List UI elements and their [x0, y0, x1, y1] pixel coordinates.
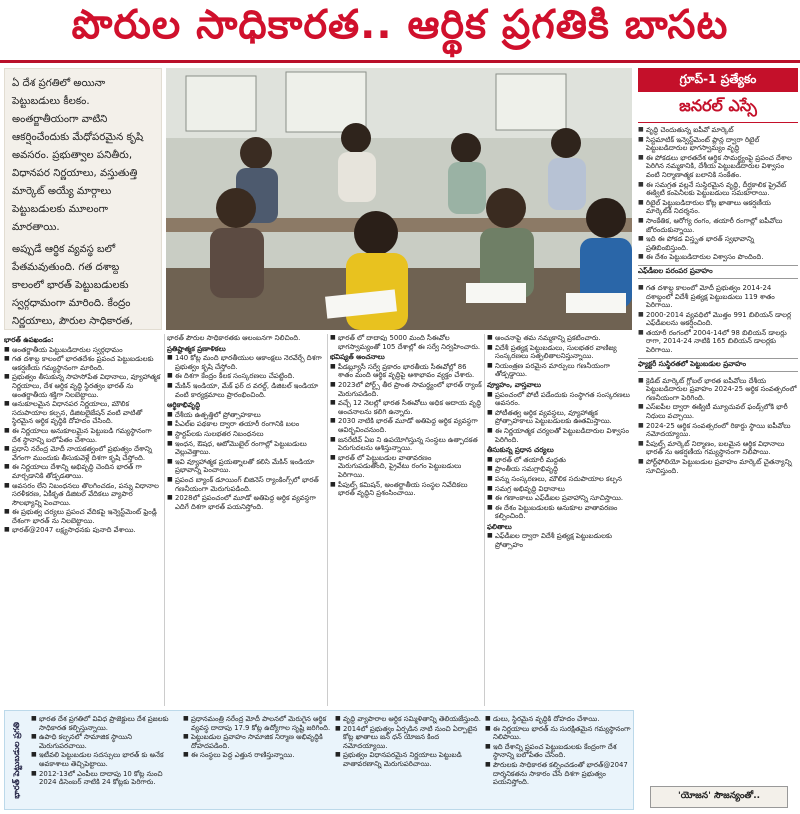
sidebar-section-heading: ఫ్యాక్టరీ సుస్థిరతలో పెట్టుబడుల ప్రవాహం: [638, 358, 798, 372]
list-item: ■ స్టార్టప్‌లకు సులభతర నిబంధనలు: [167, 430, 325, 439]
list-item: ■ 2024-25 ఆర్థిక సంవత్సరంలో రికార్డు స్థాయి ఐపీవోలు నమోదయ్యాయి.: [638, 422, 798, 439]
highlight-column-2: [183, 715, 331, 761]
column-heading: తీసుకున్న ప్రధాన చర్యలు: [487, 446, 554, 455]
list-item: ■ సాంకేతిక, ఆరోగ్య రంగం, తయారీ రంగాల్లో ఐపీవోలు జోరందుకున్నాయి.: [638, 217, 798, 234]
list-item: ■ ప్రభుత్వం తీసుకున్న సాహసోపేత విధానాలు, వ్యూహాత్మక నిర్ణయాలు, దేశ ఆర్థిక వృద్ధి స్థిరత్వం భారత్ ను అంతర్జాతీయ శక్తిగా నిలబెట్టాయి.: [4, 373, 162, 399]
highlight-side-label: [5, 711, 27, 809]
list-item: ■ సిస్టమాటిక్ ఇన్వెస్ట్‌మెంట్ ప్లాన్ల ద్వారా రిటైల్ పెట్టుబడిదారుల భాగస్వామ్యం వృద్ధి: [638, 136, 798, 153]
list-item: ■ గత దశాబ్ద కాలంలో మోదీ ప్రభుత్వం 2014-24 దశాబ్దంలో విదేశీ ప్రత్యక్ష పెట్టుబడులు 119 శాతం పెరిగాయి.: [638, 284, 798, 310]
list-item: ■ పీఎల్‌ఐ పథకాల ద్వారా తయారీ రంగానికి బలం: [167, 420, 325, 429]
list-item: ■ అంచనాపై తమ నమ్మకాన్ని ప్రకటించారు.: [487, 334, 633, 343]
list-item: ■ భారత్ లో దాదాపు 5000 మంది సీఈవోల భాగస్వామ్యంతో 105 దేశాల్లో ఈ సర్వే నిర్వహించారు.: [330, 334, 482, 351]
list-item: ■ 2000-2014 వ్యవధిలో మొత్తం 991 బిలియన్ డాలర్ల ఎఫ్‌డీఐలను ఆకర్షించింది.: [638, 311, 798, 328]
list-item: ■ పీపుల్స్ కమిషన్, అంతర్జాతీయ సంస్థల నివేదికలు భారత్ వృద్ధిని ప్రశంసించాయి.: [330, 481, 482, 498]
list-item: ■ ప్రధానమంత్రి నరేంద్ర మోదీ పాలనలో మెరుగైన ఆర్థిక వ్యవస్థ దాదాపు 17.9 కోట్ల ఉద్యోగాల సృష్టి జరిగింది.: [183, 715, 331, 732]
list-item: ■ ఈ నిర్ణయాలు భారత్ ను సురక్షితమైన గమ్యస్థానంగా నిలిపాయి.: [485, 725, 633, 742]
list-item: ■ ఈ దిశగా కేంద్రం కీలక సంస్కరణలు చేపట్టింది.: [167, 372, 325, 381]
sidebar-list: [638, 374, 798, 476]
article-column-4: [487, 334, 633, 706]
intro-box: [4, 68, 162, 330]
credit-box: 'యోజన' సౌజన్యంతో..: [650, 786, 788, 808]
article-column-3: [330, 334, 482, 706]
highlight-side-text: భారత్ పెట్టుబడుల ప్రగతి: [11, 721, 21, 799]
list-item: ■ అనుకూలమైన విధానపర నిర్ణయాలు, మౌలిక సదుపాయాల కల్పన, డిజిటలైజేషన్ వంటి వాటితో స్థిరమైన ఆర్థిక వృద్ధికి దోహదం చేసింది.: [4, 400, 162, 426]
list-item: ■ ఈ నిర్ణయాత్మక చర్యలతో పెట్టుబడిదారుల విశ్వాసం పెరిగింది.: [487, 427, 633, 444]
list-item: ■ ఇటీవలి పెట్టుబడుల సదస్సులు భారత్ కు అనేక అవకాశాలు తెచ్చిపెట్టాయి.: [31, 751, 179, 768]
column-divider: [484, 334, 485, 706]
highlight-box: [4, 710, 634, 810]
sidebar-section-heading: ఎఫ్‌డీఐల పరంపర ప్రవాహం: [638, 265, 798, 279]
list-item: ■ భారత్ లో తయారీ మద్దతు: [487, 456, 633, 465]
column-divider: [327, 334, 328, 706]
list-item: ■ గత దశాబ్ద కాలంలో భారతదేశం ప్రపంచ పెట్టుబడులకు ఆకర్షణీయ గమ్యస్థానంగా మారింది.: [4, 355, 162, 372]
headline-divider: [0, 60, 800, 63]
article-column-2: [167, 334, 325, 706]
highlight-column-1: [31, 715, 179, 788]
list-item: ■ ఈ సంస్థలు పెద్ద ఎత్తున రాణిస్తున్నాయి.: [183, 751, 331, 760]
list-item: ■ 2030 నాటికి భారత్ మూడో అతిపెద్ద ఆర్థిక వ్యవస్థగా ఆవిర్భవించనుంది.: [330, 417, 482, 434]
list-item: ■ భారత్@2047 లక్ష్యసాధనకు పునాది వేశాయి.: [4, 526, 162, 535]
column-heading: వ్యూహం, వాస్తవాలు: [487, 380, 542, 389]
column-heading: ఫలితాలు: [487, 522, 512, 531]
list-item: ■ విదేశీ ప్రత్యక్ష పెట్టుబడులు, సులభతర వాణిజ్య సంస్కరణలు సత్ఫలితాలనిస్తున్నాయి.: [487, 344, 633, 361]
list-item: ■ జనరేటివ్ ఏఐ ని ఉపయోగిస్తున్న సంస్థలు ఉత్పాదకత పెరుగుదలను ఆశిస్తున్నాయి.: [330, 436, 482, 453]
list-item: ■ ఈ పోకడలు భారతదేశ ఆర్థిక సామర్థ్యంపై ప్రపంచ దేశాల పెరిగిన నమ్మకానికి, దేశీయ పెట్టుబడిదారుల విశ్వాసం వంటి నిర్మాణాత్మక బలానికి సంకేతం.: [638, 154, 798, 180]
list-item: ■ సమగ్ర అభివృద్ధి విధానాలు: [487, 485, 633, 494]
page-headline: పొరుల సాధికారత.. ఆర్థిక ప్రగతికి బాసట: [71, 2, 729, 48]
list-item: ■ ప్రపంచ బ్యాంక్ డూయింగ్ బిజినెస్ ర్యాంకింగ్స్‌లో భారత్ గణనీయంగా మెరుగుపడింది.: [167, 476, 325, 493]
list-item: ■ ఇంధన, ఔషధ, ఆటోమొబైల్ రంగాల్లో పెట్టుబడులు వెల్లువెత్తాయి.: [167, 440, 325, 457]
list-item: ■ నియంత్రణ పరమైన మార్పులు గణనీయంగా తోడ్పడ్డాయి.: [487, 362, 633, 379]
list-item: ■ 2023లో పోర్ట్స్ తీర ప్రాంత సామర్థ్యంలో భారత్ ర్యాంక్ మెరుగుపడింది.: [330, 381, 482, 398]
intro-paragraph: అప్పుడే ఆర్థిక వ్యవస్థ బలో పేతమవుతుంది. గత దశాబ్ద కాలంలో భారత్ పెట్టుబడులకు స్వర్గధామంగా మారింది. కేంద్రం నిర్ణయాలు, పౌరుల సాధికారత,: [12, 244, 133, 327]
list-item: ■ మేకిన్ ఇండియా, మేక్ ఫర్ ద వరల్డ్, డిజిటల్ ఇండియా వంటి కార్యక్రమాలు ప్రారంభించింది.: [167, 382, 325, 399]
list-item: ■ ప్రధాని నరేంద్ర మోదీ నాయకత్వంలో ప్రభుత్వం దేశాన్ని వేగంగా ముందుకు తీసుకువెళ్లే దిశగా కృషి చేస్తోంది.: [4, 445, 162, 462]
intro-paragraph: ఏ దేశ ప్రగతిలో అయినా పెట్టుబడులు కీలకం. అంతర్జాతీయంగా వాటిని ఆకర్షించేందుకు మేధోపరమైన కృషి అవసరం. ప్రభుత్వాల పనితీరు, విధానపర నిర్ణయాలు, వస్తుతుత్తి మార్కెట్ అయ్యే మార్గాలు పెట్టుబడులకు మూలంగా మారతాయి.: [12, 78, 144, 233]
exam-hall-photo: [166, 68, 632, 330]
list-item: ■ పీడబ్ల్యూసీ సర్వే ప్రకారం భారతీయ సీఈవోల్లో 86 శాతం మంది ఆర్థిక వృద్ధిపై ఆశాభావం వ్యక్తం చేశారు.: [330, 363, 482, 380]
group-label-badge: గ్రూప్-1 ప్రత్యేకం: [638, 68, 798, 92]
list-item: ■ ఉపాధి కల్పనలో సామాజిక స్థాయిని మెరుగుపరచాయి.: [31, 733, 179, 750]
list-item: ■ పన్ను సంస్కరణలు, మౌలిక సదుపాయాల కల్పన: [487, 475, 633, 484]
list-item: ■ తయారీ రంగంలో 2004-14లో 98 బిలియన్ డాలర్లు రాగా, 2014-24 నాటికి 165 బిలియన్ డాలర్లకు పెరిగాయి.: [638, 329, 798, 355]
list-item: ■ పౌరులకు సాధికారత కల్పించడంతో భారత్@2047 దార్శనికతను సాకారం చేసే దిశగా ప్రభుత్వం పయనిస్తోంది.: [485, 761, 633, 787]
list-item: ■ ఇవి వ్యూహాత్మక ప్రయత్నాలతో కలిసి మేకిన్ ఇండియా ప్రభావాన్ని పెంచాయి.: [167, 458, 325, 475]
sidebar-list: [638, 123, 798, 262]
sidebar-column: [638, 68, 798, 814]
list-item: ■ ఎస్‌ఐపీల ద్వారా ఈక్విటీ మ్యూచువల్ ఫండ్స్‌లోకి భారీ నిధులు వచ్చాయి.: [638, 403, 798, 420]
exam-hall-illustration: [166, 68, 632, 330]
list-item: ■ డులు, స్థిరమైన వృద్ధికి దోహదం చేశాయి.: [485, 715, 633, 724]
list-item: ■ అవసరం లేని నిబంధనలు తొలగించడం, పన్ను విధానాల సరళీకరణ, ఏకీకృత డిజిటల్ వేదికలు వ్యాపార సౌలభ్యాన్ని పెంచాయి.: [4, 482, 162, 508]
list-item: ■ ప్రభుత్వం విధానపరమైన నిర్ణయాలు పెట్టుబడి వాతావరణాన్ని మెరుగుపరిచాయి.: [335, 751, 483, 768]
list-item: ■ ఇది ఈ పోకడ విస్తృత భారత్ స్వభావాన్ని ప్రతిబింబిస్తుంది.: [638, 235, 798, 252]
column-intro-line: భారత్ పౌరుల సాధికారతకు ఆలంబనగా నిలిచింది.: [167, 334, 301, 342]
sidebar-subhead: జనరల్ ఎస్సే: [638, 92, 798, 123]
list-item: ■ ఎఫ్‌డీఐల ద్వారా విదేశీ ప్రత్యక్ష పెట్టుబడులకు ప్రోత్సాహం: [487, 532, 633, 549]
column-heading: భవిష్యత్ అంచనాలు: [330, 353, 385, 362]
list-item: ■ పోర్ట్‌ఫోలియో పెట్టుబడుల ప్రవాహం మార్కెట్ చైతన్యాన్ని సూచిస్తుంది.: [638, 458, 798, 475]
list-item: ■ రిటైల్ పెట్టుబడిదారుల కోట్ల ఖాతాలు ఆకర్షణీయ మార్కెట్‌కి నిదర్శనం.: [638, 199, 798, 216]
highlight-column-4: [485, 715, 633, 788]
list-item: ■ ఈ ప్రభుత్వ చర్యలు ప్రపంచ వేదికపై ఇన్వెస్ట్‌మెంట్ ఫ్రెండ్లీ దేశంగా భారత్ ను నిలబెట్టాయి.: [4, 508, 162, 525]
list-item: ■ వృద్ధి చెందుతున్న ఐపీవో మార్కెట్: [638, 126, 798, 135]
column-heading: ప్రతిష్టాత్మక ప్రణాళికలు: [167, 344, 226, 353]
highlight-column-3: [335, 715, 483, 770]
list-item: ■ ఈ గణాంకాలు ఎఫ్‌డీఐల ప్రవాహాన్ని సూచిస్తాయి.: [487, 494, 633, 503]
list-item: ■ భారత దేశ ప్రగతిలో వివిధ ప్రాజెక్టులు దేశ ప్రజలకు సాధికారత కల్పిస్తున్నాయి.: [31, 715, 179, 732]
sidebar-list: [638, 281, 798, 355]
list-item: ■ ఈ సమగ్రత వల్లనే సుస్థిరమైన వృద్ధి, దీర్ఘకాలిక ప్రైవేట్ ఈక్విటీ కంపెనీలకు పెట్టుబడులు సమకూరాయి.: [638, 181, 798, 198]
list-item: ■ ఈ నిర్ణయాలు అనుకూలమైన పెట్టుబడి గమ్యస్థానంగా దేశ స్థానాన్ని బలోపేతం చేశాయి.: [4, 427, 162, 444]
column-heading: భారత్ ఉపఖండం:: [4, 336, 54, 344]
list-item: ■ ఈ దేశం పెట్టుబడులకు అనుకూల వాతావరణం కల్పించింది.: [487, 504, 633, 521]
list-item: ■ పీపుల్స్ మార్కెట్ నిర్మాణం, బలమైన ఆర్థిక విధానాలు భారత్ ను ఆకర్షణీయ గమ్యస్థానంగా నిలిపాయి.: [638, 440, 798, 457]
list-item: ■ భారత్ లో పెట్టుబడుల వాతావరణం మెరుగుపడుతోంది, ప్రైవేటు రంగం పెట్టుబడులు పెరిగాయి.: [330, 454, 482, 480]
list-item: ■ పోటీతత్వ ఆర్థిక వ్యవస్థలు, వ్యూహాత్మక ప్రోత్సాహకాలు పెట్టుబడులకు ఊతమిస్తాయి.: [487, 409, 633, 426]
list-item: ■ ప్రపంచంలో పోటీ పడేందుకు సంస్థాగత సంస్కరణలు అవసరం.: [487, 391, 633, 408]
list-item: ■ 2012-13లో ఎంపీలు దాదాపు 10 కోట్ల నుంచి 2024 డిసెంబర్ నాటికి 24 కోట్లకు పెరిగారు.: [31, 770, 179, 787]
list-item: ■ ఇది దేశాన్ని ప్రపంచ పెట్టుబడులకు కేంద్రంగా దేశ స్థానాన్ని బలోపేతం చేసింది.: [485, 743, 633, 760]
list-item: ■ 2028లో ప్రపంచంలో మూడో అతిపెద్ద ఆర్థిక వ్యవస్థగా ఎదిగే దిశగా భారత్ పయనిస్తోంది.: [167, 494, 325, 511]
list-item: ■ ఈ నిర్ణయాలు దేశాన్ని అభివృద్ధి చెందిన భారత్ గా మార్చడానికి తోడ్పడతాయి.: [4, 463, 162, 480]
list-item: ■ ఈ దేశం పెట్టుబడిదారుల విశ్వాసం పొందింది.: [638, 253, 798, 262]
column-divider: [164, 334, 165, 706]
article-column-1: [4, 334, 162, 706]
list-item: ■ వృద్ధి వ్యాపారాల ఆర్థిక సమ్మిళితాన్ని తెలియజేస్తుంది.: [335, 715, 483, 724]
list-item: ■ క్రెడిట్ మార్కెట్ గ్లోబల్ భారత ఐపీవోలు దేశీయ పెట్టుబడిదారుల ప్రవాహం 2024-25 ఆర్థిక సంవత్సరంలో గణనీయంగా పెరిగింది.: [638, 377, 798, 403]
list-item: ■ 140 కోట్ల మంది భారతీయుల ఆకాంక్షలు నెరవేర్చే దిశగా ప్రభుత్వం కృషి చేస్తోంది.: [167, 354, 325, 371]
list-item: ■ వచ్చే 12 నెలల్లో భారత సీఈవోలు అధిక ఆదాయ వృద్ధి అంచనాలను కలిగి ఉన్నారు.: [330, 399, 482, 416]
column-heading: ఆర్థికాభివృద్ధి: [167, 401, 201, 410]
list-item: ■ 2014లో ప్రభుత్వం ఏర్పడిన నాటి నుంచి ఏర్పాటైన కోట్ల ఖాతాలు జన్ ధన్ యోజన కింద నమోదయ్యాయి.: [335, 725, 483, 751]
list-item: ■ ప్రాంతీయ సమగ్రాభివృద్ధి: [487, 465, 633, 474]
list-item: ■ అంతర్జాతీయ పెట్టుబడిదారుల స్వర్గధామం: [4, 346, 162, 355]
list-item: ■ పెట్టుబడుల ప్రవాహం సామాజిక నిర్మాణ అభివృద్ధికి దోహదపడింది.: [183, 733, 331, 750]
list-item: ■ దేశీయ ఉత్పత్తిలో ప్రోత్సాహకాలు: [167, 411, 325, 420]
